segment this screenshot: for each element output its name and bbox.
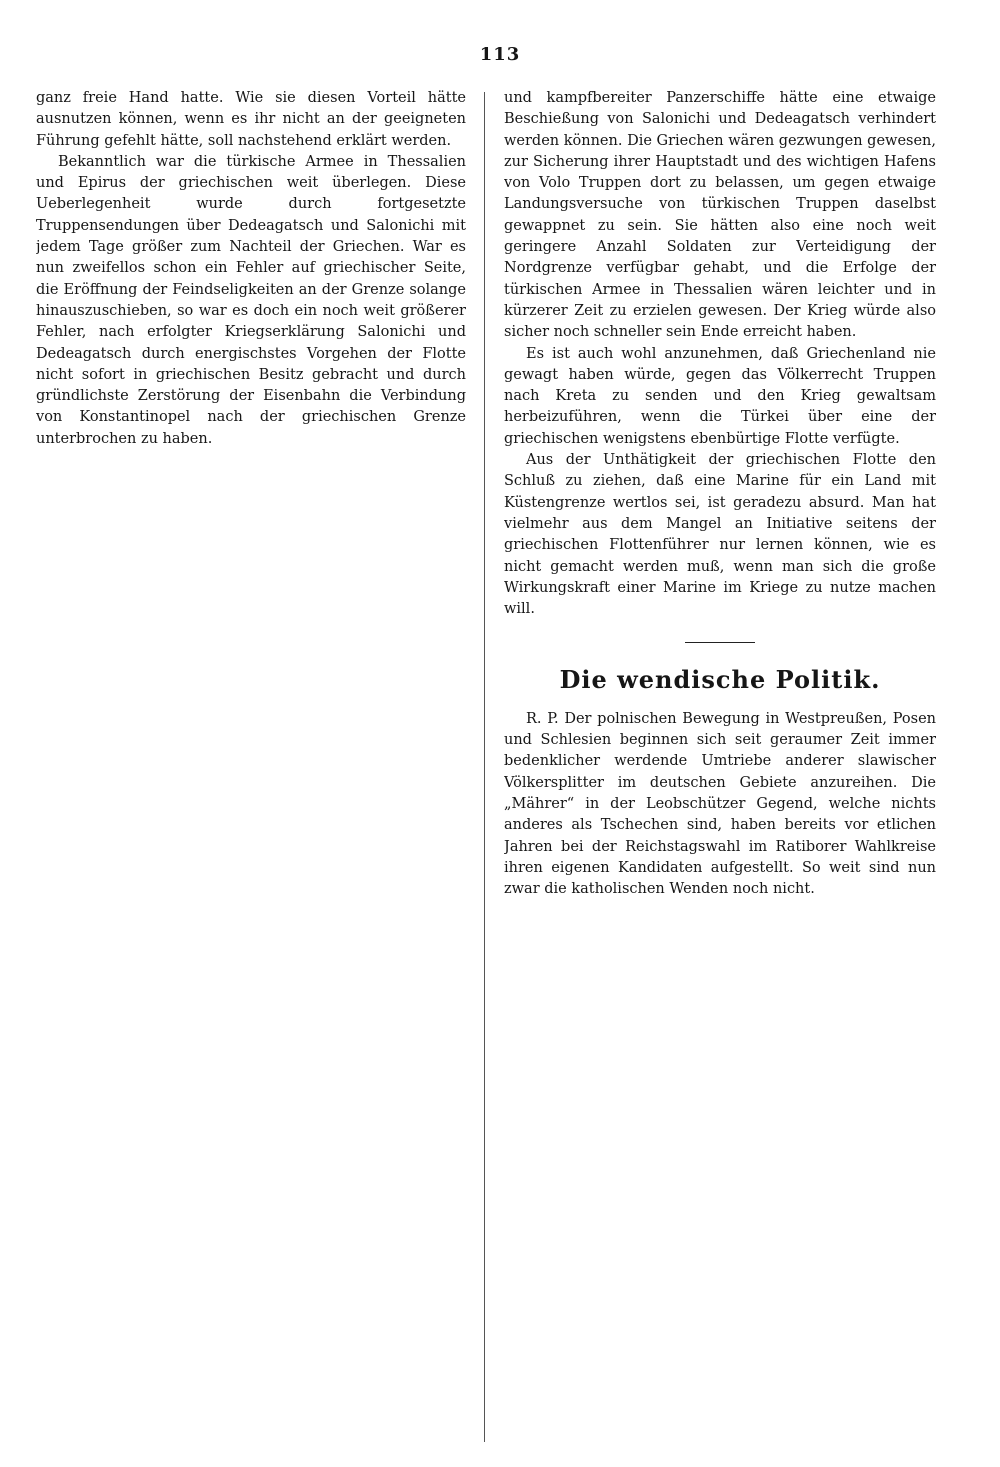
left-column (36, 88, 466, 1448)
paragraph: Bekanntlich war die türkische Armee in Thessalien und Epirus der griechischen weit überlegen. Diese Ueberlegenheit wurde durch fortgesetzte Truppensendungen über Dedeagatsch und Salonichi mit jedem Tage größer zum Nachteil der Griechen. War es nun zweifellos schon ein Fehler auf griechischer Seite, die Eröffnung der Feindseligkeiten an der Grenze solange hinauszuschieben, so war es doch ein noch weit größerer Fehler, nach erfolgter Kriegserklärung Salonichi und Dedeagatsch durch energischstes Vorgehen der Flotte nicht sofort in griechischen Besitz gebracht und durch gründlichste Zerstörung der Eisenbahn die Verbindung von Konstantinopel nach der griechischen Grenze unterbrochen zu haben. (36, 153, 466, 447)
paragraph: Es ist auch wohl anzunehmen, daß Griechenland nie gewagt haben würde, gegen das Völkerrecht Truppen nach Kreta zu senden und den Krieg gewaltsam herbeizuführen, wenn die Türkei über eine der griechischen wenigstens ebenbürtige Flotte verfügte. (504, 345, 936, 447)
section-divider (685, 642, 755, 643)
paragraph: Aus der Unthätigkeit der griechischen Flotte den Schluß zu ziehen, daß eine Marine für ein Land mit Küstengrenze wertlos sei, ist geradezu absurd. Man hat vielmehr aus dem Mangel an Initiative seitens der griechischen Flottenführer nur lernen können, wie es nicht gemacht werden muß, wenn man sich die große Wirkungskraft einer Marine im Kriege zu nutze machen will. (504, 452, 936, 618)
paragraph: ganz freie Hand hatte. Wie sie diesen Vorteil hätte ausnutzen können, wenn es ihr nicht an der geeigneten Führung gefehlt hätte, soll nachstehend erklärt werden. (36, 90, 466, 149)
page-number: 113 (479, 44, 521, 65)
column-divider-line (484, 92, 485, 1442)
right-column (504, 88, 936, 1448)
paragraph: R. P. Der polnischen Bewegung in Westpreußen, Posen und Schlesien beginnen sich seit geraumer Zeit immer bedenklicher werdende Umtriebe anderer slawischer Völkersplitter im deutschen Gebiete anzureihen. Die „Mährer“ in der Leobschützer Gegend, welche nichts anderes als Tschechen sind, haben bereits vor etlichen Jahren bei der Reichstagswahl im Ratiborer Wahlkreise ihren eigenen Kandidaten aufgestellt. So weit sind nun zwar die katholischen Wenden noch nicht. (504, 710, 936, 898)
paragraph: und kampfbereiter Panzerschiffe hätte eine etwaige Beschießung von Salonichi und Dedeagatsch verhindert werden können. Die Griechen wären gezwungen gewesen, zur Sicherung ihrer Hauptstadt und des wichtigen Hafens von Volo Truppen dort zu belassen, um gegen etwaige Landungsversuche von türkischen Truppen daselbst gewappnet zu sein. Sie hätten also eine noch weit geringere Anzahl Soldaten zur Verteidigung der Nordgrenze verfügbar gehabt, und die Erfolge der türkischen Armee in Thessalien wären leichter und in kürzerer Zeit zu erzielen gewesen. Der Krieg würde also sicher noch schneller sein Ende erreicht haben. (504, 90, 936, 341)
article-title: Die wendische Politik. (559, 665, 881, 695)
